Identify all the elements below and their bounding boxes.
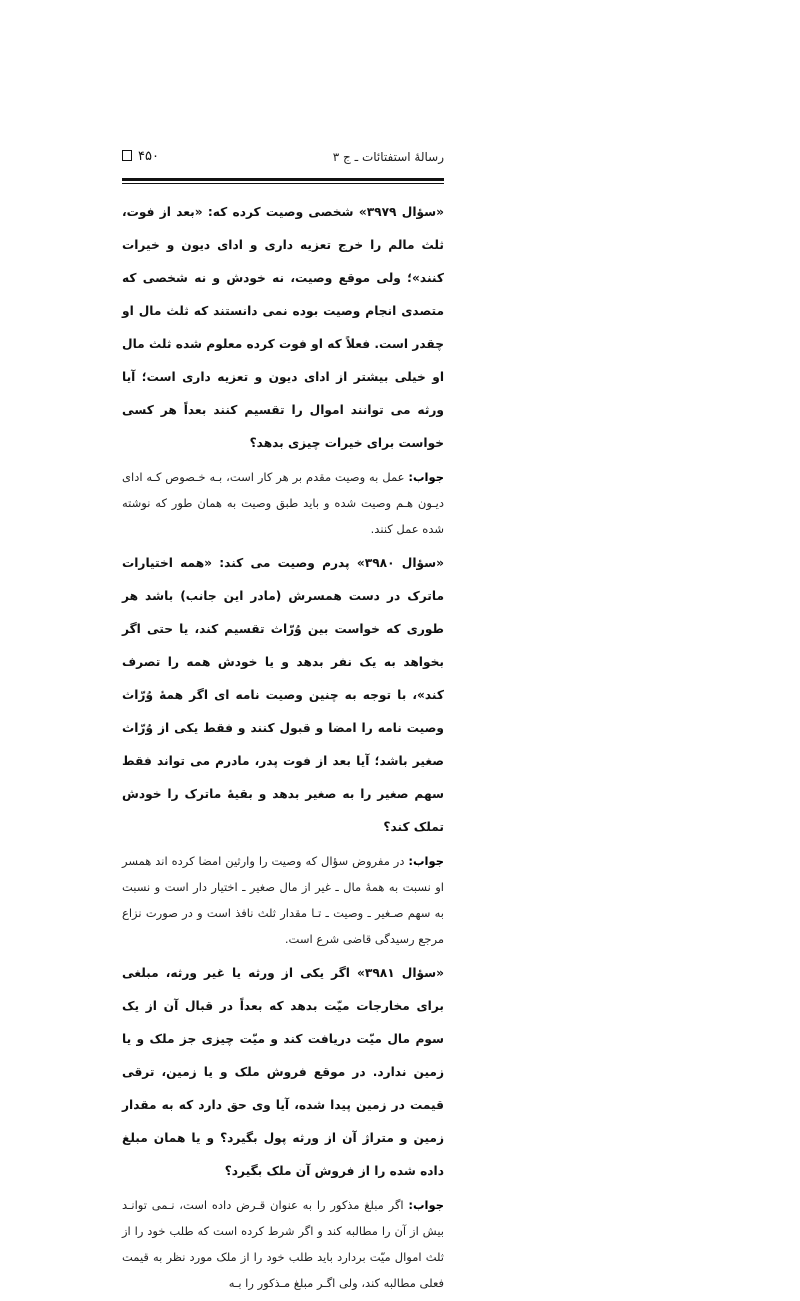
question-3980: «سؤال ۳۹۸۰» پدرم وصیت می کند: «همه اختیارات ماترک در دست همسرش (مادر این جانب) باشد هر طوری که خواست بین وُرّاث تقسیم کند، یا حتی اگر بخواهد به یک نفر بدهد و یا خودش همه را تصرف کند»، با توجه به چنین وصیت نامه ای اگر همهٔ وُرّاث وصیت نامه را امضا و قبول کنند و فقط یکی از وُرّاث صغیر باشد؛ آیا بعد از فوت پدر، مادرم می تواند فقط سهم صغیر را به صغیر بدهد و بقیهٔ ماترک را خودش تملک کند؟ — [122, 556, 445, 834]
question-3981: «سؤال ۳۹۸۱» اگر یکی از ورثه یا غیر ورثه، مبلغی برای مخارجات میّت بدهد که بعداً در قبال آن از یک سوم مال میّت دریافت کند و میّت چیزی جز ملک و یا زمین ندارد. در موقع فروش ملک و یا زمین، ترقی قیمت در زمین پیدا شده، آیا وی حق دارد که به مقدار زمین و متراژ آن از ورثه پول بگیرد؟ و یا همان مبلغ داده شده را از فروش آن ملک بگیرد؟ — [122, 966, 445, 1178]
page-header — [122, 146, 444, 172]
answer-text: عمل به وصیت مقدم بر هر کار است، بـه خـصوص کـه ادای دیـون هـم وصیت شده و باید طبق وصیت به همان طور که نوشته شده عمل کنند. — [122, 470, 444, 536]
page-number — [122, 149, 159, 164]
header-rule-thick — [122, 178, 444, 181]
square-bullet-icon — [122, 150, 132, 161]
answer-text: در مفروض سؤال که وصیت را وارثین امضا کرده اند همسر او نسبت به همهٔ مال ـ غیر از مال صغیر ـ اختیار دار است و نسبت به سهم صـغیر ـ وصیت ـ تـا مقدار ثلث نافذ است و در صورت نزاع مرجع رسیدگی قاضی شرع است. — [122, 854, 444, 946]
answer-label: جواب: — [408, 1198, 445, 1212]
page-body — [122, 196, 444, 1301]
answer-label: جواب: — [408, 470, 445, 484]
answer-3979 — [122, 464, 444, 542]
answer-text: اگر مبلغ مذکور را به عنوان قـرض داده است، نـمی توانـد بیش از آن را مطالبه کند و اگر شرط کرده است که طلب خود را از ثلث اموال میّت بردارد باید طلب خود را از ملک مورد نظر به قیمت فعلی مطالبه کند، ولی اگـر مبلغ مـذکور را بـه — [122, 1198, 444, 1290]
page-number-text: ۴۵۰ — [138, 149, 159, 164]
answer-3980 — [122, 848, 444, 952]
question-3979: «سؤال ۳۹۷۹» شخصی وصیت کرده که: «بعد از فوت، ثلث مالم را خرج تعزیه داری و ادای دیون و خیرات کنند»؛ ولی موقع وصیت، نه خودش و نه شخصی که متصدی انجام وصیت بوده نمی دانستند که ثلث مال او چقدر است. فعلاً که او فوت کرده معلوم شده ثلث مال او خیلی بیشتر از ادای دیون و تعزیه داری است؛ آیا ورثه می توانند اموال را تقسیم کنند بعداً هر کسی خواست برای خیرات چیزی بدهد؟ — [122, 205, 444, 450]
header-rule-thin — [122, 183, 444, 184]
answer-3981 — [122, 1192, 444, 1296]
book-title: رسالهٔ استفتائات ـ ج ۳ — [332, 150, 444, 164]
answer-label: جواب: — [408, 854, 444, 868]
